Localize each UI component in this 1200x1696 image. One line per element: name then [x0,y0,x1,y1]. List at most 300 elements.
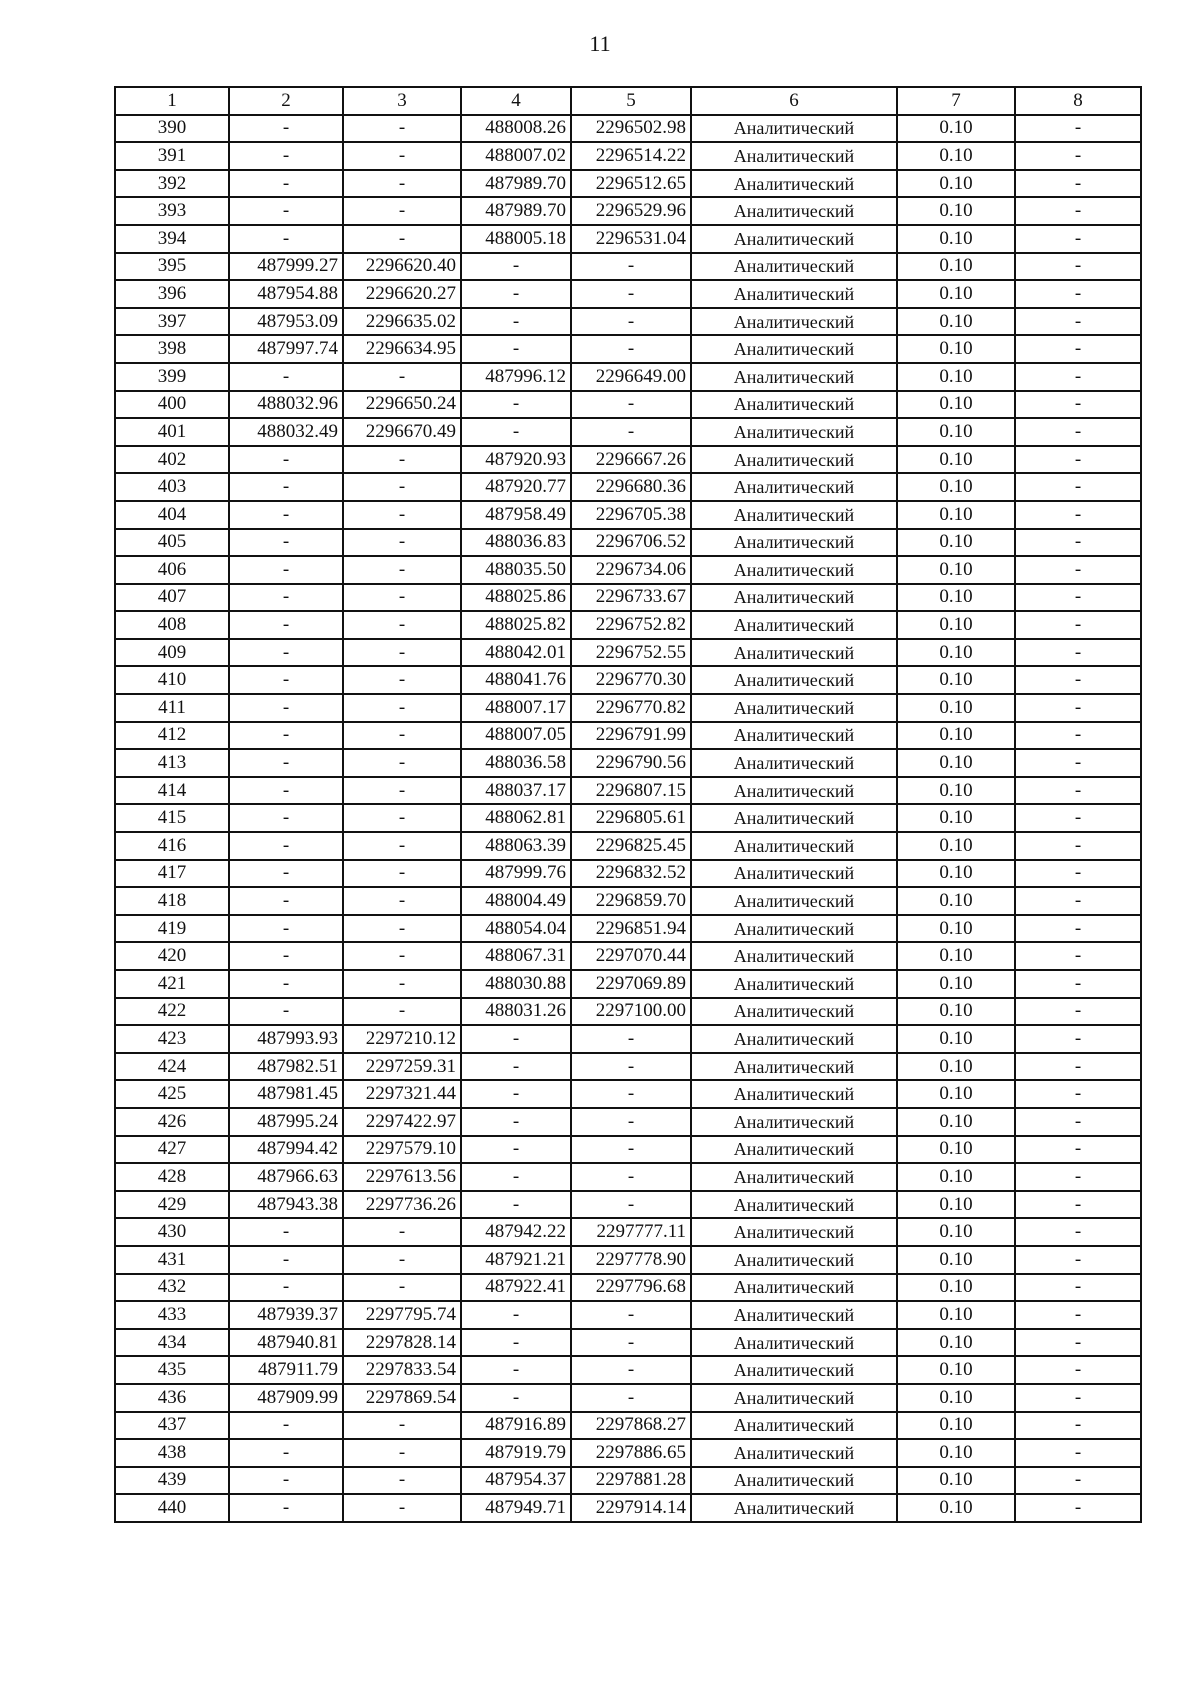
coord-y-new-cell: 2296680.36 [571,473,691,501]
table-row [115,1218,1141,1246]
method-cell: Аналитический [691,1494,897,1522]
coord-x-new-cell: 488035.50 [461,556,571,584]
coord-y-old-cell: - [343,170,461,198]
method-cell: Аналитический [691,1439,897,1467]
note-cell: - [1015,915,1141,943]
coord-x-new-cell: 487922.41 [461,1274,571,1302]
accuracy-cell: 0.10 [897,860,1015,888]
table-row [115,1053,1141,1081]
method-cell: Аналитический [691,529,897,557]
method-cell: Аналитический [691,1025,897,1053]
coord-y-old-cell: - [343,115,461,143]
column-header: 4 [461,87,571,115]
point-number-cell: 425 [115,1080,229,1108]
coord-y-old-cell: - [343,363,461,391]
coord-y-old-cell: 2297833.54 [343,1356,461,1384]
coord-y-new-cell: - [571,1108,691,1136]
coord-x-new-cell: 487989.70 [461,170,571,198]
method-cell: Аналитический [691,1301,897,1329]
point-number-cell: 435 [115,1356,229,1384]
coord-y-old-cell: - [343,860,461,888]
coord-y-old-cell: 2296635.02 [343,308,461,336]
coord-y-old-cell: - [343,225,461,253]
coord-y-new-cell: - [571,418,691,446]
coord-x-new-cell: - [461,1025,571,1053]
coord-y-new-cell: 2297069.89 [571,970,691,998]
accuracy-cell: 0.10 [897,142,1015,170]
table-body [115,115,1141,1522]
coord-y-old-cell: - [343,584,461,612]
accuracy-cell: 0.10 [897,1356,1015,1384]
accuracy-cell: 0.10 [897,473,1015,501]
accuracy-cell: 0.10 [897,556,1015,584]
coord-x-old-cell: 487966.63 [229,1163,343,1191]
coord-x-old-cell: - [229,446,343,474]
point-number-cell: 407 [115,584,229,612]
accuracy-cell: 0.10 [897,363,1015,391]
accuracy-cell: 0.10 [897,584,1015,612]
accuracy-cell: 0.10 [897,611,1015,639]
coord-x-new-cell: 487996.12 [461,363,571,391]
point-number-cell: 438 [115,1439,229,1467]
table-row [115,639,1141,667]
method-cell: Аналитический [691,970,897,998]
coord-y-new-cell: 2296502.98 [571,115,691,143]
point-number-cell: 390 [115,115,229,143]
method-cell: Аналитический [691,942,897,970]
coord-x-new-cell: 487921.21 [461,1246,571,1274]
table-row [115,363,1141,391]
coord-x-new-cell: 487920.93 [461,446,571,474]
table-row [115,1080,1141,1108]
table-row [115,253,1141,281]
coord-y-old-cell: - [343,1246,461,1274]
note-cell: - [1015,1246,1141,1274]
coord-x-new-cell: 488007.17 [461,694,571,722]
coord-y-new-cell: 2296734.06 [571,556,691,584]
method-cell: Аналитический [691,1136,897,1164]
coord-y-new-cell: 2296529.96 [571,197,691,225]
point-number-cell: 396 [115,280,229,308]
method-cell: Аналитический [691,556,897,584]
point-number-cell: 429 [115,1191,229,1219]
column-header: 2 [229,87,343,115]
coord-y-old-cell: - [343,1439,461,1467]
accuracy-cell: 0.10 [897,1053,1015,1081]
method-cell: Аналитический [691,1274,897,1302]
accuracy-cell: 0.10 [897,1246,1015,1274]
coord-x-new-cell: - [461,253,571,281]
note-cell: - [1015,1218,1141,1246]
coord-x-old-cell: - [229,170,343,198]
coord-x-new-cell: - [461,1384,571,1412]
table-row [115,335,1141,363]
note-cell: - [1015,418,1141,446]
accuracy-cell: 0.10 [897,1218,1015,1246]
coord-x-new-cell: - [461,280,571,308]
coord-y-new-cell: - [571,1356,691,1384]
table-row [115,1025,1141,1053]
note-cell: - [1015,1329,1141,1357]
coord-x-new-cell: - [461,1329,571,1357]
table-row [115,611,1141,639]
table-row [115,1163,1141,1191]
coord-x-old-cell: 487953.09 [229,308,343,336]
accuracy-cell: 0.10 [897,639,1015,667]
note-cell: - [1015,308,1141,336]
note-cell: - [1015,1384,1141,1412]
coord-x-new-cell: - [461,418,571,446]
coord-y-old-cell: - [343,501,461,529]
accuracy-cell: 0.10 [897,253,1015,281]
coord-x-new-cell: 487919.79 [461,1439,571,1467]
accuracy-cell: 0.10 [897,1191,1015,1219]
coord-x-new-cell: 488067.31 [461,942,571,970]
coord-x-new-cell: 488036.58 [461,749,571,777]
note-cell: - [1015,887,1141,915]
table-row [115,391,1141,419]
table-row [115,1384,1141,1412]
coord-x-new-cell: 488042.01 [461,639,571,667]
coord-y-new-cell: 2296512.65 [571,170,691,198]
coord-y-old-cell: - [343,694,461,722]
coord-x-new-cell: - [461,1163,571,1191]
note-cell: - [1015,473,1141,501]
method-cell: Аналитический [691,1108,897,1136]
note-cell: - [1015,1053,1141,1081]
coord-x-new-cell: - [461,1136,571,1164]
accuracy-cell: 0.10 [897,1494,1015,1522]
coord-x-old-cell: - [229,115,343,143]
point-number-cell: 418 [115,887,229,915]
point-number-cell: 424 [115,1053,229,1081]
coord-y-old-cell: - [343,666,461,694]
accuracy-cell: 0.10 [897,1384,1015,1412]
coord-y-old-cell: - [343,197,461,225]
coord-y-old-cell: - [343,942,461,970]
coord-y-old-cell: 2296620.40 [343,253,461,281]
accuracy-cell: 0.10 [897,1329,1015,1357]
method-cell: Аналитический [691,1246,897,1274]
coord-x-old-cell: 487940.81 [229,1329,343,1357]
point-number-cell: 392 [115,170,229,198]
method-cell: Аналитический [691,253,897,281]
coord-y-new-cell: - [571,335,691,363]
method-cell: Аналитический [691,280,897,308]
note-cell: - [1015,335,1141,363]
coord-x-new-cell: 488005.18 [461,225,571,253]
point-number-cell: 400 [115,391,229,419]
column-header: 8 [1015,87,1141,115]
coord-y-new-cell: - [571,1301,691,1329]
point-number-cell: 414 [115,777,229,805]
coord-x-new-cell: 487916.89 [461,1412,571,1440]
point-number-cell: 427 [115,1136,229,1164]
coord-y-old-cell: 2296620.27 [343,280,461,308]
coord-y-old-cell: 2297321.44 [343,1080,461,1108]
table-row [115,1246,1141,1274]
table-row [115,225,1141,253]
method-cell: Аналитический [691,1191,897,1219]
table-row [115,529,1141,557]
coord-x-new-cell: 487999.76 [461,860,571,888]
accuracy-cell: 0.10 [897,1025,1015,1053]
coord-x-old-cell: 487997.74 [229,335,343,363]
method-cell: Аналитический [691,832,897,860]
coord-y-old-cell: - [343,998,461,1026]
coord-y-new-cell: 2296706.52 [571,529,691,557]
point-number-cell: 394 [115,225,229,253]
coord-x-old-cell: - [229,666,343,694]
coord-y-new-cell: - [571,1025,691,1053]
coord-x-old-cell: - [229,1494,343,1522]
coord-x-old-cell: - [229,1467,343,1495]
note-cell: - [1015,639,1141,667]
coord-y-old-cell: 2297210.12 [343,1025,461,1053]
accuracy-cell: 0.10 [897,749,1015,777]
coord-y-new-cell: 2296770.30 [571,666,691,694]
coord-y-old-cell: - [343,722,461,750]
method-cell: Аналитический [691,694,897,722]
method-cell: Аналитический [691,887,897,915]
point-number-cell: 440 [115,1494,229,1522]
coord-y-old-cell: - [343,1412,461,1440]
coord-y-old-cell: - [343,556,461,584]
method-cell: Аналитический [691,804,897,832]
accuracy-cell: 0.10 [897,1163,1015,1191]
table-row [115,418,1141,446]
coord-y-new-cell: 2297881.28 [571,1467,691,1495]
method-cell: Аналитический [691,584,897,612]
coord-y-new-cell: 2296805.61 [571,804,691,832]
point-number-cell: 409 [115,639,229,667]
point-number-cell: 416 [115,832,229,860]
coord-y-old-cell: 2296650.24 [343,391,461,419]
method-cell: Аналитический [691,1080,897,1108]
accuracy-cell: 0.10 [897,722,1015,750]
coord-y-old-cell: - [343,887,461,915]
note-cell: - [1015,1108,1141,1136]
accuracy-cell: 0.10 [897,418,1015,446]
coord-x-old-cell: 487943.38 [229,1191,343,1219]
table-row [115,1494,1141,1522]
table-row [115,1136,1141,1164]
accuracy-cell: 0.10 [897,970,1015,998]
coord-y-old-cell: 2297736.26 [343,1191,461,1219]
coord-x-new-cell: 488007.05 [461,722,571,750]
note-cell: - [1015,1080,1141,1108]
point-number-cell: 415 [115,804,229,832]
note-cell: - [1015,611,1141,639]
coord-y-old-cell: - [343,639,461,667]
coord-y-new-cell: - [571,391,691,419]
coord-x-old-cell: - [229,749,343,777]
coord-y-new-cell: 2296649.00 [571,363,691,391]
point-number-cell: 436 [115,1384,229,1412]
accuracy-cell: 0.10 [897,115,1015,143]
coord-y-new-cell: - [571,253,691,281]
coord-y-old-cell: 2296670.49 [343,418,461,446]
note-cell: - [1015,1025,1141,1053]
coord-x-old-cell: - [229,639,343,667]
coord-y-old-cell: - [343,529,461,557]
table-row [115,887,1141,915]
point-number-cell: 431 [115,1246,229,1274]
coord-y-new-cell: 2296752.82 [571,611,691,639]
note-cell: - [1015,363,1141,391]
coord-x-old-cell: - [229,1274,343,1302]
coord-y-new-cell: 2297070.44 [571,942,691,970]
coord-y-old-cell: - [343,970,461,998]
point-number-cell: 411 [115,694,229,722]
accuracy-cell: 0.10 [897,804,1015,832]
table-row [115,666,1141,694]
method-cell: Аналитический [691,860,897,888]
point-number-cell: 433 [115,1301,229,1329]
coord-y-old-cell: - [343,473,461,501]
coord-x-old-cell: - [229,1439,343,1467]
point-number-cell: 402 [115,446,229,474]
coord-x-old-cell: - [229,197,343,225]
note-cell: - [1015,391,1141,419]
coord-y-new-cell: 2297914.14 [571,1494,691,1522]
coord-x-old-cell: - [229,722,343,750]
method-cell: Аналитический [691,225,897,253]
coord-x-new-cell: - [461,1191,571,1219]
coord-y-new-cell: 2297778.90 [571,1246,691,1274]
coord-x-new-cell: - [461,1080,571,1108]
coord-x-old-cell: - [229,860,343,888]
coord-y-new-cell: - [571,1329,691,1357]
point-number-cell: 412 [115,722,229,750]
coord-x-old-cell: 487999.27 [229,253,343,281]
coord-y-old-cell: - [343,777,461,805]
point-number-cell: 405 [115,529,229,557]
table-row [115,1274,1141,1302]
coord-y-old-cell: - [343,446,461,474]
column-header: 6 [691,87,897,115]
method-cell: Аналитический [691,1384,897,1412]
point-number-cell: 410 [115,666,229,694]
coord-x-new-cell: - [461,391,571,419]
point-number-cell: 417 [115,860,229,888]
accuracy-cell: 0.10 [897,887,1015,915]
note-cell: - [1015,722,1141,750]
coord-y-new-cell: 2297100.00 [571,998,691,1026]
note-cell: - [1015,501,1141,529]
method-cell: Аналитический [691,639,897,667]
note-cell: - [1015,666,1141,694]
coord-y-old-cell: 2297259.31 [343,1053,461,1081]
coord-x-old-cell: - [229,694,343,722]
point-number-cell: 421 [115,970,229,998]
note-cell: - [1015,777,1141,805]
coord-x-old-cell: - [229,142,343,170]
coord-y-new-cell: 2296531.04 [571,225,691,253]
method-cell: Аналитический [691,777,897,805]
accuracy-cell: 0.10 [897,308,1015,336]
column-header: 5 [571,87,691,115]
coord-y-new-cell: 2296514.22 [571,142,691,170]
accuracy-cell: 0.10 [897,832,1015,860]
note-cell: - [1015,115,1141,143]
coord-x-old-cell: - [229,915,343,943]
coord-y-new-cell: - [571,1136,691,1164]
coord-x-old-cell: - [229,777,343,805]
coord-x-old-cell: - [229,584,343,612]
note-cell: - [1015,1467,1141,1495]
method-cell: Аналитический [691,335,897,363]
column-header: 1 [115,87,229,115]
note-cell: - [1015,832,1141,860]
method-cell: Аналитический [691,1467,897,1495]
coord-x-new-cell: 488030.88 [461,970,571,998]
method-cell: Аналитический [691,170,897,198]
accuracy-cell: 0.10 [897,777,1015,805]
note-cell: - [1015,998,1141,1026]
point-number-cell: 395 [115,253,229,281]
coord-x-old-cell: 488032.96 [229,391,343,419]
coord-y-new-cell: 2296807.15 [571,777,691,805]
coord-x-old-cell: - [229,501,343,529]
method-cell: Аналитический [691,473,897,501]
coord-x-old-cell: 487939.37 [229,1301,343,1329]
coord-y-new-cell: 2297868.27 [571,1412,691,1440]
note-cell: - [1015,1191,1141,1219]
method-cell: Аналитический [691,501,897,529]
method-cell: Аналитический [691,1356,897,1384]
coord-x-new-cell: 488008.26 [461,115,571,143]
point-number-cell: 393 [115,197,229,225]
coord-y-new-cell: - [571,1053,691,1081]
point-number-cell: 422 [115,998,229,1026]
point-number-cell: 432 [115,1274,229,1302]
coord-y-old-cell: 2297579.10 [343,1136,461,1164]
table-row [115,584,1141,612]
coord-x-old-cell: 487909.99 [229,1384,343,1412]
coord-x-new-cell: 487920.77 [461,473,571,501]
accuracy-cell: 0.10 [897,1439,1015,1467]
accuracy-cell: 0.10 [897,280,1015,308]
note-cell: - [1015,280,1141,308]
table-row [115,749,1141,777]
accuracy-cell: 0.10 [897,998,1015,1026]
coord-x-new-cell: - [461,1108,571,1136]
accuracy-cell: 0.10 [897,225,1015,253]
method-cell: Аналитический [691,1412,897,1440]
coord-y-new-cell: 2297777.11 [571,1218,691,1246]
point-number-cell: 398 [115,335,229,363]
table-row [115,860,1141,888]
coord-x-old-cell: - [229,970,343,998]
column-header: 3 [343,87,461,115]
coord-x-new-cell: - [461,308,571,336]
note-cell: - [1015,694,1141,722]
point-number-cell: 408 [115,611,229,639]
coord-y-new-cell: 2296851.94 [571,915,691,943]
table-row [115,915,1141,943]
table-row [115,1191,1141,1219]
table-row [115,998,1141,1026]
method-cell: Аналитический [691,722,897,750]
coord-x-new-cell: 487954.37 [461,1467,571,1495]
coord-y-old-cell: - [343,804,461,832]
table-row [115,501,1141,529]
accuracy-cell: 0.10 [897,335,1015,363]
coord-x-old-cell: - [229,1246,343,1274]
coord-y-new-cell: 2296733.67 [571,584,691,612]
table-row [115,1329,1141,1357]
